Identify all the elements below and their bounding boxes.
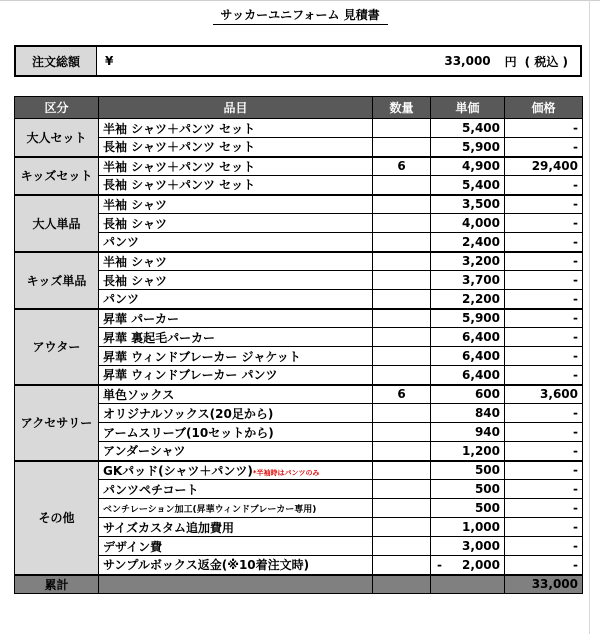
item-name: 昇華 パーカー	[103, 311, 179, 326]
item-cell	[99, 290, 373, 309]
item-name: 昇華 ウィンドブレーカー パンツ	[103, 368, 278, 383]
unit-price-value: 4,000	[462, 216, 500, 230]
item-note: *半袖時はパンツのみ	[252, 468, 320, 477]
unit-price-value: 500	[474, 463, 500, 478]
unit-price-value: 840	[474, 406, 500, 420]
title-underline	[213, 24, 388, 25]
unit-price-cell	[431, 252, 505, 271]
category-cell: キッズ単品	[15, 252, 99, 309]
quantity-cell	[373, 480, 431, 499]
price-cell: -	[505, 366, 583, 385]
item-cell	[99, 328, 373, 347]
item-cell	[99, 138, 373, 157]
price-cell: -	[505, 138, 583, 157]
table-row	[15, 328, 583, 347]
estimate-table-body	[15, 119, 583, 594]
category-cell: アウター	[15, 309, 99, 385]
item-cell	[99, 385, 373, 404]
header-unit-price: 単価	[431, 97, 505, 119]
item-name: 長袖 シャツ＋パンツ セット	[103, 178, 256, 193]
price-cell: 3,600	[505, 385, 583, 404]
table-header-row	[15, 97, 583, 119]
item-name: アームスリーブ(10セットから)	[103, 425, 274, 440]
estimate-table	[14, 96, 583, 594]
unit-price-value: 3,200	[462, 254, 500, 269]
header-quantity: 数量	[373, 97, 431, 119]
price-cell: -	[505, 442, 583, 461]
item-cell	[99, 366, 373, 385]
quantity-cell	[373, 347, 431, 366]
price-cell: -	[505, 461, 583, 480]
header-price: 価格	[505, 97, 583, 119]
item-name: 半袖 シャツ	[103, 254, 167, 269]
table-row	[15, 518, 583, 537]
quantity-cell	[373, 252, 431, 271]
price-cell: -	[505, 195, 583, 214]
unit-price-value: 6,400	[462, 330, 500, 344]
unit-price-value: 5,900	[462, 311, 500, 326]
quantity-cell	[373, 556, 431, 575]
price-cell: -	[505, 271, 583, 290]
quantity-cell	[373, 271, 431, 290]
category-cell: 大人セット	[15, 119, 99, 157]
item-name: パンツ	[103, 292, 140, 307]
table-row	[15, 290, 583, 309]
table-row	[15, 347, 583, 366]
item-cell	[99, 518, 373, 537]
unit-price-cell	[431, 195, 505, 214]
table-row	[15, 442, 583, 461]
header-category: 区分	[15, 97, 99, 119]
unit-price-cell	[431, 556, 505, 575]
unit-price-cell	[431, 214, 505, 233]
unit-price-value: 5,400	[462, 177, 500, 192]
table-row	[15, 157, 583, 176]
quantity-cell	[373, 328, 431, 347]
unit-price-cell	[431, 233, 505, 252]
quantity-cell	[373, 518, 431, 537]
unit-price-cell	[431, 309, 505, 328]
item-name: パンツペチコート	[103, 482, 199, 497]
table-row	[15, 176, 583, 195]
category-cell: 大人単品	[15, 195, 99, 252]
quantity-cell	[373, 138, 431, 157]
unit-price-cell	[431, 290, 505, 309]
summary-empty-cell	[431, 575, 505, 594]
unit-price-cell	[431, 461, 505, 480]
item-cell	[99, 271, 373, 290]
tax-included-note: ( 税込 )	[524, 54, 568, 69]
unit-price-value: 1,000	[462, 520, 500, 534]
unit-price-value: 4,900	[462, 159, 500, 174]
quantity-cell	[373, 404, 431, 423]
price-cell: -	[505, 347, 583, 366]
unit-price-value: 2,000	[462, 557, 500, 572]
minus-sign: -	[437, 557, 442, 572]
quantity-cell	[373, 176, 431, 195]
quantity-cell	[373, 195, 431, 214]
unit-price-value: 5,900	[462, 139, 500, 154]
order-total-label: 注文総額	[16, 47, 97, 75]
table-row	[15, 480, 583, 499]
item-cell	[99, 252, 373, 271]
unit-price-value: 5,400	[462, 121, 500, 135]
unit-price-cell	[431, 442, 505, 461]
unit-price-cell	[431, 499, 505, 518]
item-cell	[99, 347, 373, 366]
price-cell: -	[505, 423, 583, 442]
summary-label: 累計	[15, 575, 99, 594]
item-cell	[99, 214, 373, 233]
table-row	[15, 309, 583, 328]
quantity-cell	[373, 461, 431, 480]
sheet-top-rule	[0, 0, 600, 1]
item-cell	[99, 556, 373, 575]
summary-value: 33,000	[505, 575, 583, 594]
unit-price-value: 6,400	[462, 367, 500, 382]
unit-price-value: 2,200	[462, 291, 500, 306]
item-name: オリジナルソックス(20足から)	[103, 406, 274, 421]
unit-price-cell	[431, 366, 505, 385]
item-cell	[99, 309, 373, 328]
unit-price-cell	[431, 480, 505, 499]
item-name: 半袖 シャツ	[103, 197, 167, 212]
quantity-cell	[373, 290, 431, 309]
item-cell	[99, 537, 373, 556]
table-row	[15, 233, 583, 252]
unit-price-value: 6,400	[462, 349, 500, 363]
quantity-cell: 6	[373, 157, 431, 176]
unit-price-cell	[431, 537, 505, 556]
table-row	[15, 423, 583, 442]
yen-unit: 円	[504, 54, 517, 69]
item-cell	[99, 461, 373, 480]
unit-price-cell	[431, 138, 505, 157]
unit-price-cell	[431, 347, 505, 366]
item-name: サンプルボックス返金(※10着注文時)	[103, 558, 310, 573]
item-cell	[99, 176, 373, 195]
price-cell: -	[505, 214, 583, 233]
category-cell: キッズセット	[15, 157, 99, 195]
table-row	[15, 499, 583, 518]
unit-price-cell	[431, 119, 505, 138]
unit-price-value: 600	[474, 387, 500, 402]
unit-price-cell	[431, 271, 505, 290]
item-name: 半袖 シャツ＋パンツ セット	[103, 159, 256, 174]
quantity-cell	[373, 309, 431, 328]
order-total-unit	[497, 47, 580, 75]
currency-symbol: ¥	[105, 54, 114, 68]
item-name: 長袖 シャツ	[103, 216, 167, 231]
item-name: 半袖 シャツ＋パンツ セット	[103, 121, 256, 136]
quantity-cell	[373, 119, 431, 138]
price-cell: -	[505, 252, 583, 271]
unit-price-value: 1,200	[462, 443, 500, 458]
table-row	[15, 537, 583, 556]
item-cell	[99, 423, 373, 442]
price-cell: -	[505, 556, 583, 575]
item-name: パンツ	[103, 235, 140, 250]
price-cell: -	[505, 518, 583, 537]
sheet-title: サッカーユニフォーム 見積書	[220, 8, 380, 22]
price-cell: -	[505, 404, 583, 423]
table-row	[15, 404, 583, 423]
item-cell	[99, 404, 373, 423]
price-cell: -	[505, 233, 583, 252]
item-cell	[99, 480, 373, 499]
table-row	[15, 366, 583, 385]
table-row	[15, 138, 583, 157]
unit-price-cell	[431, 518, 505, 537]
unit-price-cell	[431, 328, 505, 347]
item-cell	[99, 195, 373, 214]
table-row	[15, 385, 583, 404]
table-row	[15, 119, 583, 138]
price-cell: -	[505, 328, 583, 347]
unit-price-cell	[431, 423, 505, 442]
quantity-cell	[373, 423, 431, 442]
item-name: デザイン費	[103, 539, 163, 554]
unit-price-value: 500	[474, 501, 500, 515]
price-cell: -	[505, 537, 583, 556]
price-cell: -	[505, 119, 583, 138]
item-cell	[99, 157, 373, 176]
unit-price-cell	[431, 385, 505, 404]
unit-price-cell	[431, 157, 505, 176]
item-cell	[99, 499, 373, 518]
price-cell: -	[505, 290, 583, 309]
unit-price-value: 3,700	[462, 273, 500, 287]
quantity-cell	[373, 233, 431, 252]
item-name: アンダーシャツ	[103, 444, 186, 459]
item-name: 長袖 シャツ＋パンツ セット	[103, 140, 256, 155]
price-cell: 29,400	[505, 157, 583, 176]
unit-price-cell	[431, 404, 505, 423]
quantity-cell	[373, 442, 431, 461]
unit-price-value: 500	[474, 482, 500, 496]
item-cell	[99, 233, 373, 252]
summary-empty-cell	[99, 575, 373, 594]
price-cell: -	[505, 176, 583, 195]
category-cell: アクセサリー	[15, 385, 99, 461]
item-cell	[99, 119, 373, 138]
price-cell: -	[505, 309, 583, 328]
table-row	[15, 214, 583, 233]
quantity-cell	[373, 499, 431, 518]
item-name: 長袖 シャツ	[103, 273, 167, 288]
summary-row	[15, 575, 583, 594]
item-name: 単色ソックス	[103, 387, 175, 402]
summary-empty-cell	[373, 575, 431, 594]
item-name: サイズカスタム追加費用	[103, 520, 235, 535]
item-name: GKパッド(シャツ＋パンツ)	[103, 463, 253, 478]
unit-price-value: 3,000	[462, 539, 500, 553]
item-name: ベンチレーション加工(昇華ウィンドブレーカー専用)	[103, 505, 317, 515]
table-row	[15, 195, 583, 214]
table-row	[15, 461, 583, 480]
table-row	[15, 252, 583, 271]
table-row	[15, 556, 583, 575]
header-item: 品目	[99, 97, 373, 119]
quantity-cell: 6	[373, 385, 431, 404]
quantity-cell	[373, 366, 431, 385]
item-name: 昇華 裏起毛パーカー	[103, 330, 215, 345]
sheet-right-rule	[589, 0, 590, 634]
order-total-value: 33,000	[444, 54, 491, 68]
table-row	[15, 271, 583, 290]
item-cell	[99, 442, 373, 461]
price-cell: -	[505, 480, 583, 499]
price-cell: -	[505, 499, 583, 518]
unit-price-cell	[431, 176, 505, 195]
unit-price-value: 940	[474, 425, 500, 439]
item-name: 昇華 ウィンドブレーカー ジャケット	[103, 349, 301, 364]
unit-price-value: 2,400	[462, 234, 500, 249]
quantity-cell	[373, 214, 431, 233]
unit-price-value: 3,500	[462, 197, 500, 212]
quantity-cell	[373, 537, 431, 556]
order-total-box	[14, 45, 582, 77]
category-cell: その他	[15, 461, 99, 575]
